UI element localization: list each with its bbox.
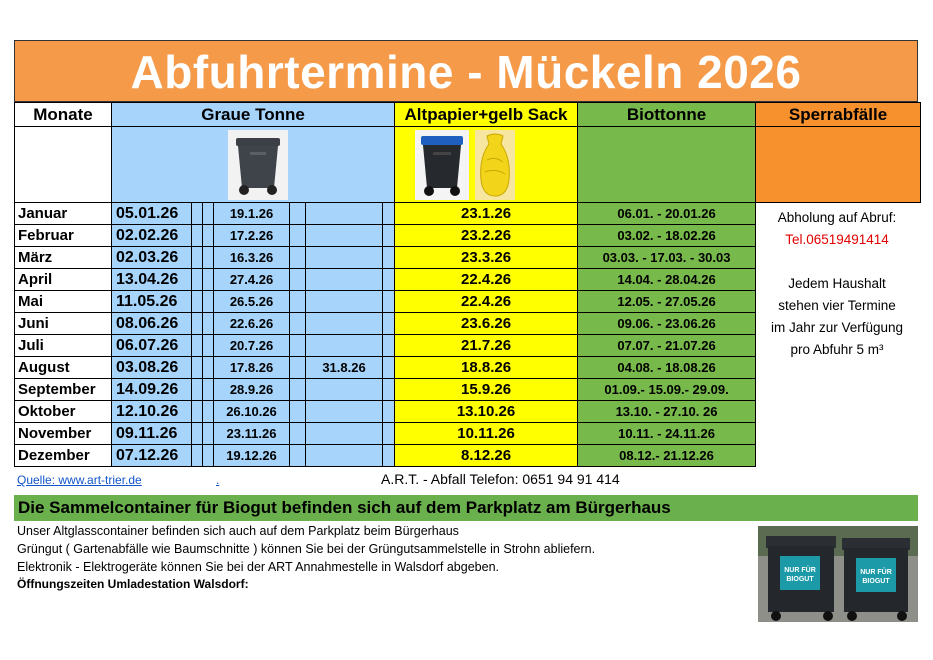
paper-date: 22.4.26 [395,291,578,313]
header-paper: Altpapier+gelb Sack [395,103,578,127]
paper-date: 23.6.26 [395,313,578,335]
grey-spacer [290,313,306,335]
bio-dates: 01.09.- 15.09.- 29.09. [578,379,756,401]
grey-date-1: 03.08.26 [112,357,192,379]
grey-spacer [290,269,306,291]
header-bio: Biottonne [578,103,756,127]
sign-left-l2: BIOGUT [786,576,814,583]
grey-spacer [192,379,203,401]
grey-spacer [203,291,214,313]
grey-spacer [192,291,203,313]
paper-date: 21.7.26 [395,335,578,357]
grey-spacer [203,423,214,445]
grey-spacer [203,401,214,423]
month-cell: August [15,357,112,379]
info-line-4: Öffnungszeiten Umladestation Walsdorf: [17,577,249,591]
info-line-3: Elektronik - Elektrogeräte können Sie bei der ART Annahmestelle in Walsdorf abgeben. [17,560,499,574]
grey-date-2: 17.8.26 [214,357,290,379]
info-line-1: Unser Altglasscontainer befinden sich auch auf dem Parkplatz beim Bürgerhaus [17,524,459,538]
biogut-container-photo [758,526,918,622]
month-cell: Mai [15,291,112,313]
grey-date-1: 05.01.26 [112,203,192,225]
month-cell: Oktober [15,401,112,423]
grey-spacer [383,423,395,445]
paper-date: 13.10.26 [395,401,578,423]
bio-dates: 06.01. - 20.01.26 [578,203,756,225]
bulky-phone[interactable]: Tel.06519491414 [785,232,889,247]
grey-spacer [383,269,395,291]
paper-date: 8.12.26 [395,445,578,467]
source-link[interactable]: Quelle: www.art-trier.de [17,473,142,487]
header-grey-bin: Graue Tonne [112,103,395,127]
grey-spacer [290,379,306,401]
grey-spacer [290,445,306,467]
grey-spacer [203,203,214,225]
bulky-line-6: pro Abfuhr 5 m³ [790,342,884,357]
grey-date-1: 11.05.26 [112,291,192,313]
month-cell: März [15,247,112,269]
bulky-info [756,207,918,361]
bio-dates: 07.07. - 21.07.26 [578,335,756,357]
grey-spacer [383,247,395,269]
bulky-line-3: Jedem Haushalt [788,276,886,291]
grey-spacer [290,357,306,379]
grey-spacer [192,247,203,269]
paper-date: 22.4.26 [395,269,578,291]
month-cell: Juli [15,335,112,357]
yellow-sack-icon [475,130,515,200]
info-line-2: Grüngut ( Gartenabfälle wie Baumschnitte ) können Sie bei der Grüngutsammelstelle in Strohn abliefern. [17,542,596,556]
table-row [15,423,921,445]
table-row [15,401,921,423]
grey-date-2: 26.5.26 [214,291,290,313]
grey-date-2: 23.11.26 [214,423,290,445]
grey-spacer [203,225,214,247]
bio-dates: 08.12.- 21.12.26 [578,445,756,467]
grey-date-1: 02.03.26 [112,247,192,269]
grey-spacer [192,225,203,247]
source-dot: . [216,473,220,487]
grey-spacer [203,357,214,379]
bio-dates: 10.11. - 24.11.26 [578,423,756,445]
grey-date-2: 22.6.26 [214,313,290,335]
sign-left-l1: NUR FÜR [784,567,816,574]
grey-date-3 [306,423,383,445]
grey-date-2: 16.3.26 [214,247,290,269]
table-row [15,379,921,401]
biogut-banner-text: Die Sammelcontainer für Biogut befinden sich auf dem Parkplatz am Bürgerhaus [18,498,671,517]
paper-date: 23.1.26 [395,203,578,225]
grey-bin-icon [228,130,288,200]
month-cell: Dezember [15,445,112,467]
grey-spacer [192,445,203,467]
container-photo-image [758,526,918,622]
grey-spacer [383,313,395,335]
grey-date-1: 02.02.26 [112,225,192,247]
grey-spacer [383,203,395,225]
bio-dates: 03.03. - 17.03. - 30.03 [578,247,756,269]
grey-date-1: 08.06.26 [112,313,192,335]
grey-spacer [192,335,203,357]
bulky-line-5: im Jahr zur Verfügung [770,320,904,335]
month-cell: Februar [15,225,112,247]
grey-spacer [383,379,395,401]
month-cell: Januar [15,203,112,225]
art-phone: A.R.T. - Abfall Telefon: 0651 94 91 414 [381,471,620,487]
grey-date-3 [306,225,383,247]
grey-spacer [203,379,214,401]
grey-spacer [383,401,395,423]
grey-spacer [203,335,214,357]
paper-date: 15.9.26 [395,379,578,401]
paper-date: 23.3.26 [395,247,578,269]
month-cell: April [15,269,112,291]
grey-spacer [203,445,214,467]
grey-spacer [290,335,306,357]
bio-dates: 14.04. - 28.04.26 [578,269,756,291]
grey-date-3 [306,291,383,313]
grey-date-3 [306,401,383,423]
icon-row [15,127,921,203]
bio-dates: 09.06. - 23.06.26 [578,313,756,335]
grey-spacer [383,225,395,247]
grey-date-3: 31.8.26 [306,357,383,379]
bio-dates: 03.02. - 18.02.26 [578,225,756,247]
grey-spacer [383,445,395,467]
grey-spacer [290,203,306,225]
grey-date-3 [306,313,383,335]
grey-spacer [290,423,306,445]
bulky-cell [756,127,921,203]
grey-spacer [203,313,214,335]
grey-spacer [383,335,395,357]
header-row [15,103,921,127]
month-cell: Juni [15,313,112,335]
grey-date-3 [306,203,383,225]
paper-date: 10.11.26 [395,423,578,445]
grey-date-2: 27.4.26 [214,269,290,291]
header-bulky: Sperrabfälle [756,103,921,127]
title-bar [14,40,918,102]
grey-spacer [192,423,203,445]
biogut-banner [14,495,918,521]
grey-date-1: 07.12.26 [112,445,192,467]
grey-date-3 [306,379,383,401]
blue-bin-icon [415,130,469,200]
bio-dates: 04.08. - 18.08.26 [578,357,756,379]
sign-right-l2: BIOGUT [862,578,890,585]
paper-cell [395,127,578,203]
grey-spacer [192,401,203,423]
grey-date-3 [306,269,383,291]
grey-spacer [192,203,203,225]
grey-date-1: 12.10.26 [112,401,192,423]
grey-date-2: 19.12.26 [214,445,290,467]
grey-date-3 [306,247,383,269]
header-month: Monate [15,103,112,127]
page-title: Abfuhrtermine - Mückeln 2026 [130,46,802,98]
grey-date-1: 06.07.26 [112,335,192,357]
grey-date-2: 20.7.26 [214,335,290,357]
grey-date-3 [306,445,383,467]
grey-spacer [192,313,203,335]
grey-bin-cell [112,127,395,203]
grey-date-2: 17.2.26 [214,225,290,247]
grey-spacer [383,357,395,379]
sign-right-l1: NUR FÜR [860,569,892,576]
month-cell: November [15,423,112,445]
grey-spacer [192,357,203,379]
grey-date-2: 26.10.26 [214,401,290,423]
grey-spacer [192,269,203,291]
bulky-line-1: Abholung auf Abruf: [777,210,897,225]
grey-date-1: 09.11.26 [112,423,192,445]
grey-date-2: 28.9.26 [214,379,290,401]
paper-date: 18.8.26 [395,357,578,379]
grey-date-2: 19.1.26 [214,203,290,225]
table-row [15,445,921,467]
grey-date-3 [306,335,383,357]
bio-dates: 13.10. - 27.10. 26 [578,401,756,423]
grey-date-1: 13.04.26 [112,269,192,291]
grey-spacer [290,225,306,247]
grey-spacer [290,291,306,313]
grey-spacer [203,269,214,291]
paper-date: 23.2.26 [395,225,578,247]
grey-date-1: 14.09.26 [112,379,192,401]
grey-spacer [290,247,306,269]
grey-spacer [290,401,306,423]
month-cell: September [15,379,112,401]
grey-spacer [203,247,214,269]
bio-dates: 12.05. - 27.05.26 [578,291,756,313]
grey-spacer [383,291,395,313]
bulky-line-4: stehen vier Termine [778,298,896,313]
